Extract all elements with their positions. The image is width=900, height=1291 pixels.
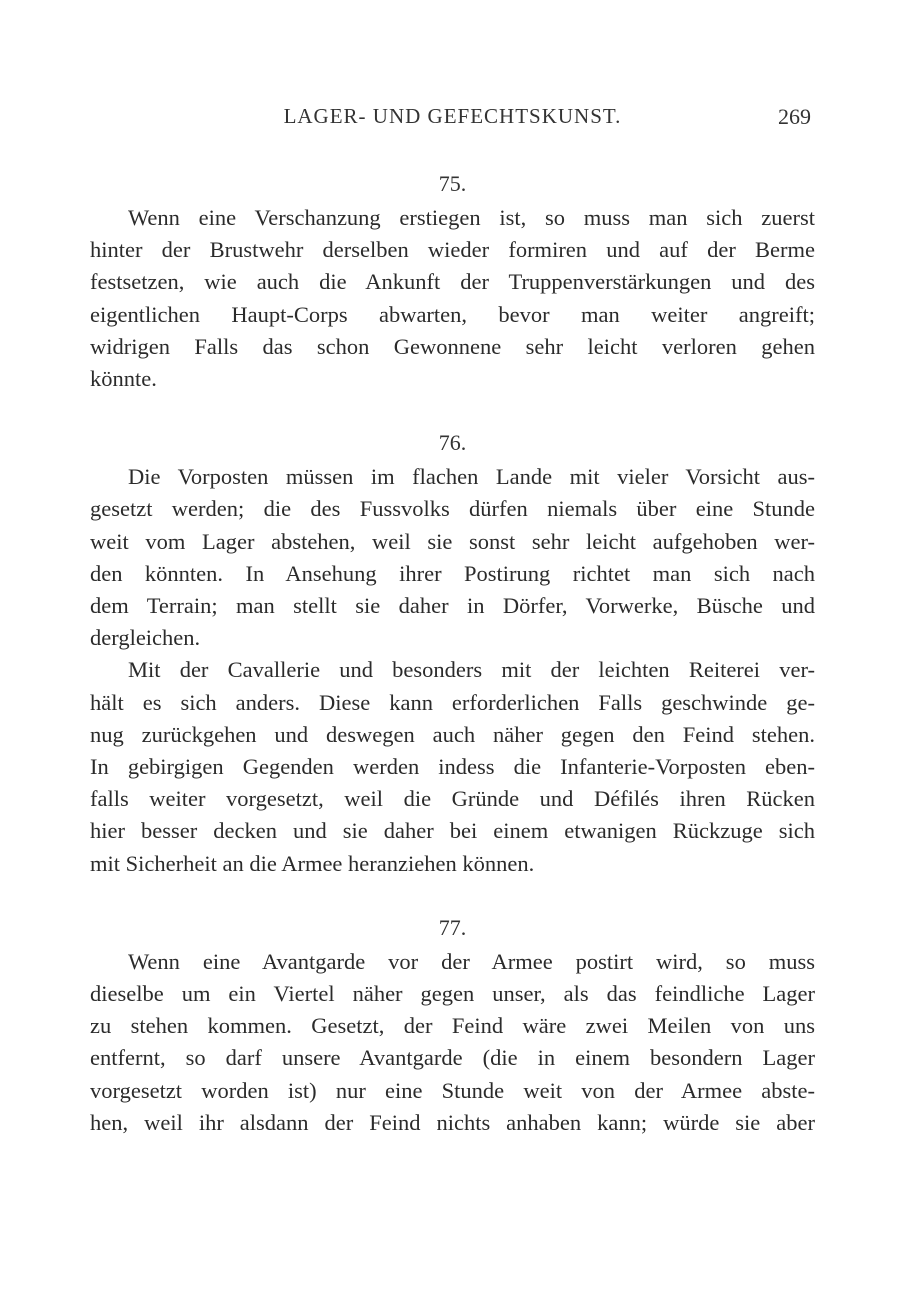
paragraph	[90, 654, 815, 879]
text-line: eigentlichen Haupt-Corps abwarten, bevor man weiter angreift;	[90, 301, 815, 327]
section-number: 76.	[438, 430, 467, 456]
page-number: 269	[778, 104, 811, 129]
book-page	[90, 100, 815, 1139]
text-line: dem Terrain; man stellt sie daher in Dörfer, Vorwerke, Büsche und	[90, 593, 815, 619]
text-line: hält es sich anders. Diese kann erforderlichen Falls geschwinde ge-	[90, 689, 815, 715]
text-line: hier besser decken und sie daher bei einem etwanigen Rückzuge sich	[90, 818, 815, 844]
text-line: weit vom Lager abstehen, weil sie sonst sehr leicht aufgehoben wer-	[90, 528, 815, 554]
section-number: 77.	[438, 914, 467, 940]
section-3	[90, 910, 815, 1139]
text-line: vorgesetzt worden ist) nur eine Stunde weit von der Armee abste-	[90, 1077, 815, 1103]
running-header	[90, 100, 815, 140]
text-line: Die Vorposten müssen im flachen Lande mit vieler Vorsicht aus-	[128, 464, 815, 490]
section-1	[90, 166, 815, 395]
text-line: nug zurückgehen und deswegen auch näher gegen den Feind stehen.	[90, 721, 815, 747]
paragraph	[90, 946, 815, 1139]
text-line: entfernt, so darf unsere Avantgarde (die in einem besondern Lager	[90, 1045, 815, 1071]
text-line: den könnten. In Ansehung ihrer Postirung richtet man sich nach	[90, 560, 815, 586]
text-line: In gebirgigen Gegenden werden indess die Infanterie-Vorposten eben-	[90, 754, 815, 780]
running-title: LAGER- UND GEFECHTSKUNST.	[283, 104, 622, 128]
text-line: festsetzen, wie auch die Ankunft der Truppenverstärkungen und des	[90, 269, 815, 295]
section-2	[90, 425, 815, 880]
text-line: widrigen Falls das schon Gewonnene sehr leicht verloren gehen	[90, 333, 815, 359]
text-line: hen, weil ihr alsdann der Feind nichts anhaben kann; würde sie aber	[90, 1109, 815, 1135]
text-line: Wenn eine Avantgarde vor der Armee postirt wird, so muss	[128, 948, 815, 974]
section-number: 75.	[438, 171, 467, 196]
paragraph	[90, 461, 815, 654]
text-line: dergleichen.	[90, 625, 201, 651]
text-line: Wenn eine Verschanzung erstiegen ist, so muss man sich zuerst	[128, 205, 815, 230]
text-line: falls weiter vorgesetzt, weil die Gründe und Défilés ihren Rücken	[90, 786, 815, 812]
paragraph	[90, 202, 815, 395]
text-line: zu stehen kommen. Gesetzt, der Feind wäre zwei Meilen von uns	[90, 1013, 815, 1039]
text-line: hinter der Brustwehr derselben wieder formiren und auf der Berme	[90, 237, 815, 263]
page-body	[90, 166, 815, 1139]
text-line: gesetzt werden; die des Fussvolks dürfen niemals über eine Stunde	[90, 496, 815, 522]
text-line: dieselbe um ein Viertel näher gegen unser, als das feindliche Lager	[90, 981, 815, 1007]
text-line: könnte.	[90, 366, 157, 392]
text-line: mit Sicherheit an die Armee heranziehen können.	[90, 850, 535, 876]
text-line: Mit der Cavallerie und besonders mit der leichten Reiterei ver-	[128, 657, 815, 683]
